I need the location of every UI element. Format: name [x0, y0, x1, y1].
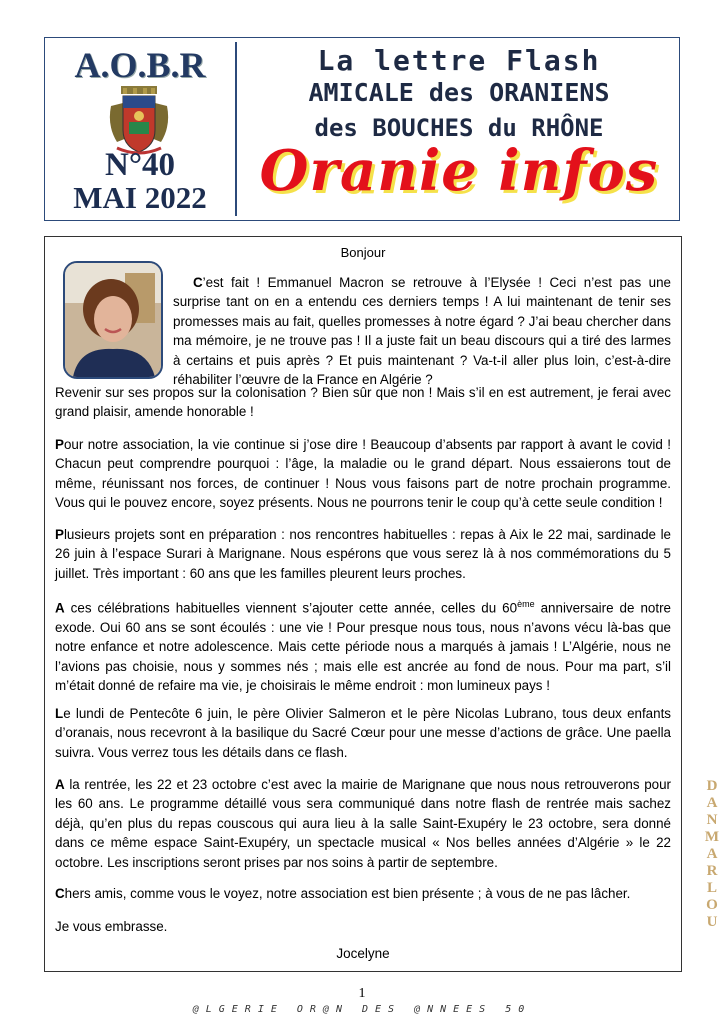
org-acronym: A.O.B.R [74, 45, 206, 85]
watermark-letter: M [704, 829, 720, 845]
author-photo [63, 261, 163, 379]
paragraph-7: Chers amis, comme vous le voyez, notre association est bien présente ; à vous de ne pas lâcher. [55, 886, 631, 901]
watermark-letter: N [706, 812, 718, 828]
letter-body [44, 236, 682, 972]
headline-region: des BOUCHES du RHÔNE [314, 114, 604, 142]
watermark-letter: A [706, 795, 718, 811]
issue-date: MAI 2022 [73, 180, 207, 215]
watermark-letter: D [706, 778, 718, 794]
watermark-letter: U [706, 914, 718, 930]
paragraph-3: Plusieurs projets sont en préparation : nos rencontres habituelles : repas à Aix le 22 mai, sardinade le 26 juin à l’espace Surari à Marignane. Nous espérons que vous serez là à nos commémorations du 5 juillet. Très important : 60 ans que les familles pleurent leurs proches. [55, 527, 671, 581]
headline-amicale: AMICALE des ORANIENS [308, 78, 610, 107]
paragraph-6: A la rentrée, les 22 et 23 octobre c’est avec la mairie de Marignane que nous nous retrouverons pour les 60 ans. Le programme détaillé vous sera communiqué dans notre flash de rentrée mais sachez déjà, qu’en plus du repas couscous qui aura lieu à la salle Saint-Exupéry le 23 octobre, sera donné dans ce même espace Saint-Exupéry, un spectacle musical « Nos belles années d’Algérie » le 22 octobre. Les inscriptions seront prises par nos soins à partir de septembre. [55, 777, 671, 870]
masthead-left [45, 38, 235, 220]
issue-number: N°40 [104, 147, 176, 183]
closing-line: Je vous embrasse. [55, 919, 168, 934]
footer-caption: @LGERIE OR@N DES @NNEES 50 [192, 1004, 532, 1015]
paragraph-1-continued: Revenir sur ses propos sur la colonisation ? Bien sûr que non ! Mais s’il en est autrement, je ferai avec grand plaisir, amende honorable ! [55, 385, 671, 420]
paragraph-2: Pour notre association, la vie continue si j’ose dire ! Beaucoup d’absents par rapport à avant le covid ! Chacun peut comprendre pourquoi : l’âge, la maladie ou le grand départ. Nous essaierons tout de même, réunissant nos forces, de continuer ! Nous vous faisons part de notre prochain programme. Vous qui le pouvez encore, soyez présents. Nous ne pourrons tenir le coup qu’à cette seule condition ! [55, 437, 671, 511]
watermark-letter: O [706, 897, 718, 913]
side-watermark [700, 778, 724, 931]
watermark-letter: R [706, 863, 718, 879]
headline-letter: La lettre Flash [317, 44, 601, 77]
masthead-divider [235, 42, 237, 216]
paragraph-1: C’est fait ! Emmanuel Macron se retrouve à l’Elysée ! Ceci n’est pas une surprise tant on en a entendu ces derniers temps ! A lui maintenant de tenir ses promesses mais au fait, quelles promesses à notre égard ? J’ai beau chercher dans ma mémoire, je ne trouve pas ! Il a juste fait un beau discours qui a tiré des larmes à certains et puis après ? Et puis maintenant ? Va-t-il aller plus loin, c’est-à-dire réhabiliter l’œuvre de la France en Algérie ? [173, 275, 671, 388]
brand-title: Oranie infos [259, 138, 659, 204]
greeting: Bonjour [340, 245, 386, 260]
paragraph-5: Le lundi de Pentecôte 6 juin, le père Olivier Salmeron et le père Nicolas Lubrano, tous deux enfants d’oranais, nous recevront à la basilique du Sacré Cœur pour une messe d’actions de grâce. Une paella suivra. Vous verrez tous les détails dans ce flash. [55, 706, 671, 760]
watermark-letter: A [706, 846, 718, 862]
portrait-icon [65, 263, 161, 377]
masthead [44, 37, 680, 221]
paragraph-4: A ces célébrations habituelles viennent s’ajouter cette année, celles du 60ème anniversaire de notre exode. Oui 60 ans se sont écoulés : une vie ! Pour presque nous tous, nous n’avons vécu là-bas que notre enfance et notre adolescence. Mais cette période nous a marqués à jamais ! L’Algérie, nous ne l’avions pas choisie, nous y sommes nés ; mais elle est ancrée au fond de nous. Pour ma part, s’il m’était donné de refaire ma vie, je choisirais le même endroit : mon lumineux pays ! [55, 599, 671, 694]
masthead-right [239, 38, 679, 220]
page-number: 1 [358, 986, 366, 1001]
signature: Jocelyne [336, 946, 390, 961]
watermark-letter: L [706, 880, 717, 896]
